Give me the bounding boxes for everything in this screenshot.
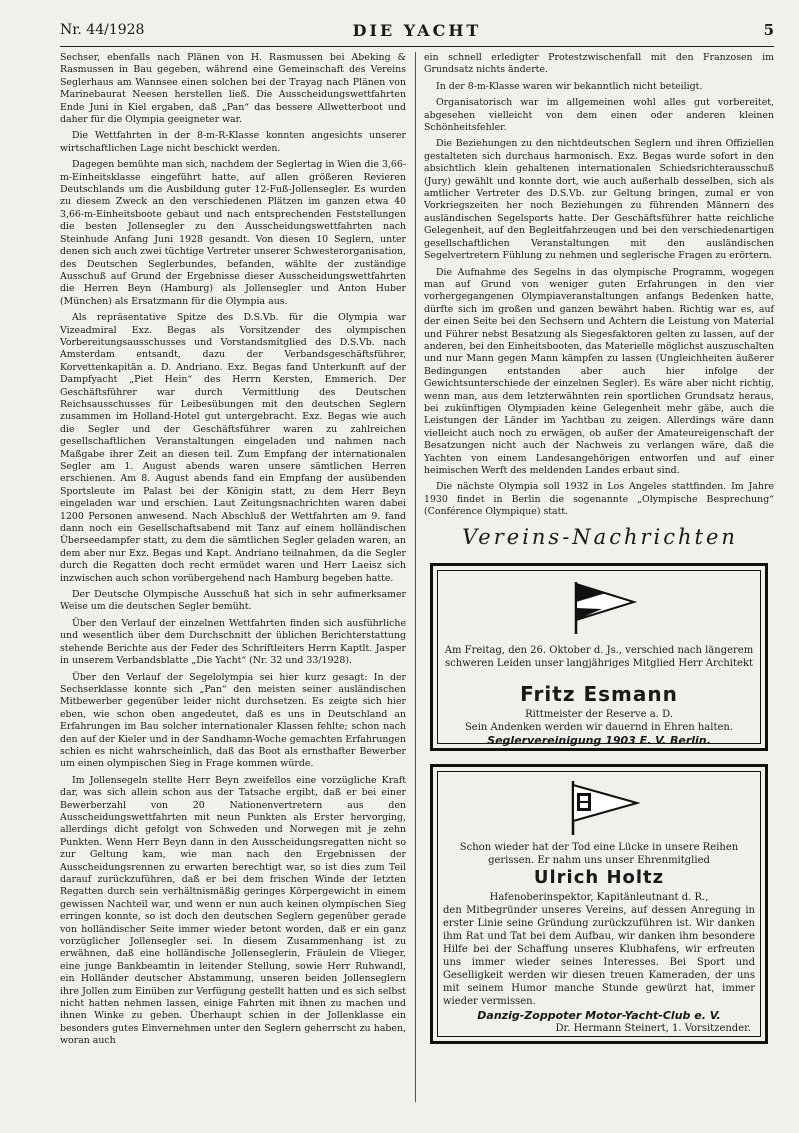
club-name: Danzig-Zoppoter Motor-Yacht-Club e. V. [477, 1009, 721, 1022]
paragraph: Die Beziehungen zu den nichtdeutschen Seglern und ihren Offiziellen gestalteten sich durchaus harmonisch. Exz. Begas wurde sofort in den absichtlich klein gehaltenen internationalen Schiedsrichterausschuß (Jury) gewählt und konnte dort, wie auch außerhalb desselben, sich als amtlicher Vertreter des D.S.Vb. zur Geltung bringen, zumal er von Vorkriegszeiten her noch Beziehungen zu führenden Männern des ausländischen Segelsports hatte. Der Geschäftsführer hatte reichliche Gelegenheit, auf den Begleitfahrzeugen und bei den verschiedenartigen gesellschaftlichen Veranstaltungen mit den ausländischen Segelvertretern Fühlung zu nehmen und seglerische Fragen zu erörtern. [424, 138, 774, 262]
deceased-name: Fritz Esmann [520, 682, 678, 706]
obituary-notice-holtz [430, 764, 768, 1044]
column-divider [415, 52, 416, 1102]
paragraph: Organisatorisch war im allgemeinen wohl alles gut vorbereitet, abgesehen vielleicht von dem einen oder anderen kleinen Schönheitsfehler. [424, 97, 774, 134]
obituary-notice-esmann [430, 563, 768, 751]
right-column [424, 52, 774, 523]
paragraph: Als repräsentative Spitze des D.S.Vb. für die Olympia war Vizeadmiral Exz. Begas als Vorsitzender des olympischen Vorbereitungsausschusses und Vorstandsmitglied des D.S.Vb. nach Amsterdam entsandt, dazu der Verbandsgeschäftsführer, Korvettenkapitän a. D. Andriano. Exz. Begas fand Unterkunft auf der Dampfyacht „Piet Hein“ des Herrn Kersten, Emmerich. Der Geschäftsführer war durch Vermittlung des Deutschen Reichsausschusses für Leibesübungen mit den deutschen Seglern zusammen im Holland-Hotel gut untergebracht. Exz. Begas wie auch die Segler und der Geschäftsführer waren zu zahlreichen gesellschaftlichen Veranstaltungen eingeladen und nahmen nach Maßgabe ihrer Zeit an diesen teil. Zum Empfang der internationalen Segler am 1. August abends waren unsere sämtlichen Herren erschienen. Am 8. August abends fand ein Empfang der ausübenden Sportsleute im Palast bei der Königin statt, zu dem Herr Beyn eingeladen war und erschien. Laut Zeitungsnachrichten waren dabei 1200 Personen anwesend. Nach Abschluß der Wettfahrten am 9. fand dann noch ein Gesellschaftsabend mit Tanz auf einem holländischen Überseedampfer statt, zu dem die sämtlichen Segler geladen waren, an dem aber nur Exz. Begas und Kapt. Andriano teilnahmen, da die Segler durch die Regatten doch recht ermüdet waren und Herr Laeisz sich inzwischen auch schon vorübergehend nach Hamburg begeben hatte. [60, 312, 406, 584]
notice-intro: Am Freitag, den 26. Oktober d. Js., verschied nach längerem schweren Leiden unser langjähriges Mitglied Herr Architekt [444, 645, 754, 669]
paragraph: Über den Verlauf der Segelolympia sei hier kurz gesagt: In der Sechserklasse konnte sich „Pan“ den meisten seiner ausländischen Mitbewerber gegenüber leider nicht durchsetzen. Es zeigte sich hier eben, wie schon oben angedeutet, daß es uns in Deutschland an Erfahrungen im Bau solcher internationaler Klassen fehlte; schon nach den auf der Kieler und in der Sandhamn-Woche gemachten Erfahrungen schien es nicht wahrscheinlich, daß das Boot als ernsthafter Bewerber um einen olympischen Sieg in Frage kommen würde. [60, 671, 406, 770]
paragraph: Der Deutsche Olympische Ausschuß hat sich in sehr aufmerksamer Weise um die deutschen Segler bemüht. [60, 589, 406, 613]
left-column [60, 52, 406, 1052]
paragraph: Die Aufnahme des Segelns in das olympische Programm, wogegen man auf Grund von weniger guten Erfahrungen in den vier vorhergegangenen Olympiaveranstaltungen anfangs Bedenken hatte, dürfte sich im großen und ganzen bewährt haben. Richtig war es, auf der einen Seite bei den Sechsern und Achtern die Leistung von Material und Führer nebst Besatzung als Siegesfaktoren gelten zu lassen, auf der anderen, bei den Einheitsbooten, das Materielle möglichst auszuschalten und nur Mann gegen Mann kämpfen zu lassen (Ungleichheiten äußerer Bedingungen entstanden aber auch hier infolge der Gewichtsunterschiede der einzelnen Segler). Es wäre aber nicht richtig, wenn man, aus dem letzterwähnten rein sportlichen Grundsatz heraus, bei zukünftigen Olympiaden keine Gelegenheit mehr gäbe, auch die Leistungen der Länder im Yachtbau zu zeigen. Allerdings wäre dann vielleicht auch noch zu erwägen, ob außer der Amateureigenschaft der Besatzungen nicht auch der Nachweis zu verlangen wäre, daß die Yachten von einem Landesangehörigen entworfen und auf einer heimischen Werft des meldenden Landes erbaut sind. [424, 266, 774, 476]
deceased-rank: Rittmeister der Reserve a. D. [525, 709, 673, 720]
paragraph: Die Wettfahrten in der 8-m-R-Klasse konnten angesichts unserer wirtschaftlichen Lage nicht beschickt werden. [60, 130, 406, 154]
memorial-line: Sein Andenken werden wir dauernd in Ehren halten. [464, 722, 734, 733]
notice-body: den Mitbegründer unseres Vereins, auf dessen Anregung in erster Linie seine Gründung zurückzuführen ist. Wir danken ihm Rat und Tat bei dem Aufbau, wir danken ihm besondere Hilfe bei der Schaffung unseres Klubhafens, wir erfreuten uns immer wieder seines Interesses. Bei Sport und Geselligkeit werden wir diesen treuen Kameraden, der uns mit seinem Humor manche Stunde gewürzt hat, immer wieder vermissen. [443, 905, 755, 1007]
club-pennant-icon [433, 777, 765, 841]
issue-number: Nr. 44/1928 [60, 22, 145, 38]
paragraph: Sechser, ebenfalls nach Plänen von H. Rasmussen bei Abeking & Rasmussen in Bau gegeben, während eine Gemeinschaft des Vereins Seglerhaus am Wannsee einen solchen bei der Trayag nach Plänen von Marinebaurat Neesen herstellen ließ. Die Ausscheidungswettfahrten Ende Juni in Kiel ergaben, daß „Pan“ das bessere Allwetterboot und daher für die Olympia geeigneter war. [60, 52, 406, 126]
paragraph: ein schnell erledigter Protestzwischenfall mit den Franzosen im Grundsatz nichts änderte. [424, 52, 774, 76]
paragraph: In der 8-m-Klasse waren wir bekanntlich nicht beteiligt. [436, 80, 703, 92]
notice-intro: Schon wieder hat der Tod eine Lücke in unsere Reihen gerissen. Er nahm uns unser Ehrenmitglied [459, 842, 739, 866]
club-pennant-icon [433, 578, 765, 640]
deceased-title: Hafenoberinspektor, Kapitänleutnant d. R., [489, 892, 709, 903]
club-name: Seglervereinigung 1903 E. V. Berlin. [487, 734, 711, 747]
signature: Dr. Hermann Steinert, 1. Vorsitzender. [555, 1023, 751, 1034]
page-number: 5 [763, 21, 774, 39]
magazine-title: DIE YACHT [352, 21, 482, 40]
deceased-name: Ulrich Holtz [533, 867, 665, 888]
paragraph: Dagegen bemühte man sich, nachdem der Seglertag in Wien die 3,66-m-Einheitsklasse eingeführt hatte, auf allen größeren Revieren Deutschlands um die Ausbildung guter 12-Fuß-Jollensegler. Es wurden zu diesem Zweck an den verschiedenen Plätzen im ganzen etwa 40 3,66-m-Einheitsboote gebaut und nach entsprechenden Feststellungen die besten Jollensegler zu den Ausscheidungswettfahrten nach Steinhude Anfang Juni 1928 gesandt. Von diesen 10 Seglern, unter denen sich auch zwei tüchtige Vertreter unserer Schwesterorganisation, des Deutschen Seglerbundes, befanden, wählte der zuständige Ausschuß auf Grund der Ergebnisse dieser Ausscheidungswettfahrten die Herren Beyn (Hamburg) als Jollensegler und Anton Huber (München) als Ersatzmann für die Olympia aus. [60, 159, 406, 307]
header-rule [60, 46, 774, 47]
paragraph: Über den Verlauf der einzelnen Wettfahrten finden sich ausführliche und wesentlich über dem Durchschnitt der üblichen Berichterstattung stehende Berichte aus der Feder des Schriftleiters Herrn Kaptlt. Jasper in unserem Verbandsblatte „Die Yacht“ (Nr. 32 und 33/1928). [60, 617, 406, 667]
paragraph: Die nächste Olympia soll 1932 in Los Angeles stattfinden. Im Jahre 1930 findet in Berlin die sogenannte „Olympische Besprechung“ (Conférence Olympique) statt. [424, 481, 774, 518]
page-header [60, 22, 774, 44]
section-heading: Vereins-Nachrichten [462, 525, 738, 549]
paragraph: Im Jollensegeln stellte Herr Beyn zweifellos eine vorzügliche Kraft dar, was sich allein schon aus der Tatsache ergibt, daß er bei einer Bewerberzahl von 20 Nationenvertretern aus den Ausscheidungswettfahrten mit neun Punkten als Erster hervorging, allerdings dicht gefolgt von Schweden und Norwegen mit je zehn Punkten. Wenn Herr Beyn dann in den Ausscheidungsregatten nicht so zur Geltung kam, wie man nach den Ergebnissen der Ausscheidungsrennen zu erwarten berechtigt war, so ist dies zum Teil darauf zurückzuführen, daß er bei dem frischen Winde der letzten Regatten durch sein verhältnismäßig geringes Körpergewicht in einem gewissen Nachteil war, und wenn er nun auch keinen olympischen Sieg erringen konnte, so ist doch den deutschen Seglern gegenüber gerade von holländischer Seite immer wieder betont worden, daß er ein ganz vorzüglicher Jollensegler sei. In diesem Zusammenhang ist zu erwähnen, daß eine holländische Jollenseglerin, Fräulein de Vlieger, eine junge Bankbeamtin in leitender Stellung, sowie Herr Ruhwandl, ein Holländer deutscher Abstammung, unseren beiden Jollenseglern ihre Jollen zum Einüben zur Verfügung gestellt hatten und es sich selbst nicht hatten nehmen lassen, einige Fahrten mit ihnen zu machen und ihnen Winke zu geben. Überhaupt schien in der Jollenklasse ein besonders gutes Einvernehmen unter den Seglern geherrscht zu haben, woran auch [60, 774, 406, 1047]
